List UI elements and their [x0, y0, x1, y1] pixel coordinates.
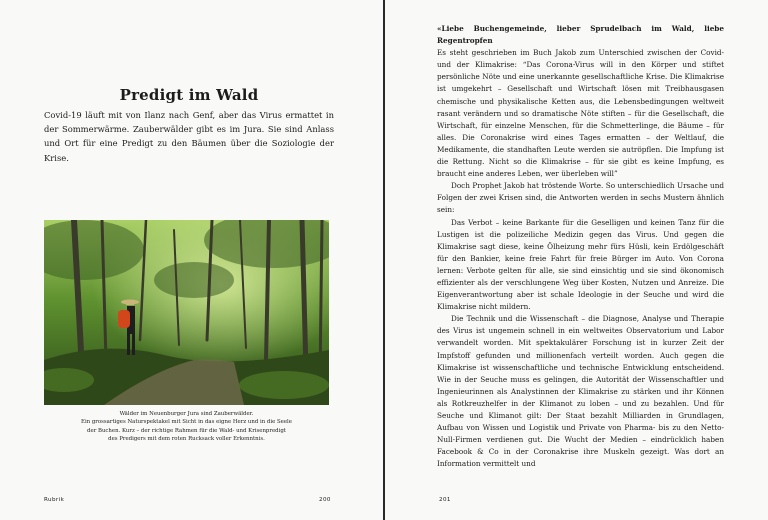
- caption-line: der Buchen. Kurz – der richtige Rahmen für die Wald- und Krisenpredigt: [87, 427, 286, 434]
- body-paragraph: Die Technik und die Wissenschaft – die Diagnose, Analyse und Therapie des Virus ist ungemein schnell in ein weltweites Observatorium und Labor verwandelt worden. Mit spektakulärer Forschung ist in kurzer Zeit der Impfstoff gefunden und millionenfach verteilt worden. Auch gegen die Klimakrise ist wissenschaftliche und technische Entwicklung entscheidend. Wie in der Seuche muss es gelingen, die Autorität der Wissenschaftler und Ingenieurinnen als Analystinnen der Klimakrise zu stärken und ihr Können als Rotkreuzhelfer in der Klimanot zu loben – und zu bezahlen. Und für Seuche und Klimanot gilt: Der Staat bezahlt Milliarden in Grundlagen, Aufbau von Wissen und Logistik und Private von Pharma- bis zu den Netto-Null-Firmen verdienen gut. Die Wucht der Medien – eindrücklich haben Facebook & Co in der Coronakrise ihre Muskeln gezeigt. Was dort an Information vermittelt und: [437, 314, 724, 469]
- forest-photo-illustration: [44, 220, 329, 405]
- article-title: Predigt im Wald: [119, 86, 259, 104]
- caption-line: Wälder im Neuenburger Jura sind Zauberwälder.: [119, 411, 254, 417]
- body-paragraph: Das Verbot – keine Barkante für die Geselligen und keinen Tanz für die Lustigen ist die polizeiliche Medizin gegen das Virus. Und gegen die Klimakrise sagt diese, keine Ölheizung mehr fürs Hüsli, kein Erdölgeschäft für den Bankier, keine freie Fahrt für freie Bürger im Auto. Von Corona lernen: Verbote gelten für alle, sie sind einsichtig und sie sind ökonomisch effizienter als der verschlungene Weg über Kosten, Nutzen und Anreize. Die Eigenverantwortung aber ist schale Ideologie in der Seuche und wird die Klimakrise nicht mildern.: [437, 217, 724, 312]
- section-label: Rubrik: [44, 497, 65, 503]
- caption-line: des Predigers mit dem roten Rucksack voller Erkenntnis.: [108, 436, 265, 443]
- body-paragraph: Es steht geschrieben im Buch Jakob zum Unterschied zwischen der Covid- und der Klimakrise: “Das Corona-Virus will in den Körper und stiftet persönliche Nöte und eine unerkannte gesellschaftliche Krise. Die Klimakrise ist umgekehrt – Gesellschaft und Wirtschaft lösen mit Treibhausgasen chemische und physikalische Ketten aus, die Lebensbedingungen weltweit rasant verändern und so dramatische Nöte stiften – für die Gesellschaft, die Wirtschaft, für einzelne Menschen, für die Schmetterlinge, die Bäume – für alles. Die Coronakrise wird eines Tages ermatten – der Weltlauf, die Medikamente, die standhaften Leute werden sie autröpflen. Die Impfung ist die Rettung. Nicht so die Klimakrise – für sie gibt es keine Impfung, es braucht eine anderes Leben, wer überleben will”: [437, 48, 724, 179]
- forest-photo: [44, 220, 329, 405]
- left-page: [0, 0, 383, 520]
- photo-caption: [44, 410, 329, 444]
- article-intro: Covid-19 läuft mit von Ilanz nach Genf, aber das Virus ermattet in der Sommerwärme. Zauberwälder gibt es im Jura. Sie sind Anlass und Ort für eine Predigt zu den Bäumen über die Soziologie der Krise.: [44, 110, 334, 163]
- page-number-right: 201: [439, 497, 451, 503]
- article-body: [437, 23, 724, 470]
- page-number-left: 200: [319, 497, 331, 503]
- body-paragraph: Doch Prophet Jakob hat tröstende Worte. So unterschiedlich Ursache und Folgen der zwei Krisen sind, die Antworten werden in sechs Mustern ähnlich sein:: [437, 181, 724, 215]
- caption-line: Ein grossartiges Naturspektakel mit Sicht in das eigne Herz und in die Seele: [81, 419, 292, 426]
- body-paragraph: «Liebe Buchengemeinde, lieber Sprudelbach im Wald, liebe Regentropfen: [437, 24, 724, 46]
